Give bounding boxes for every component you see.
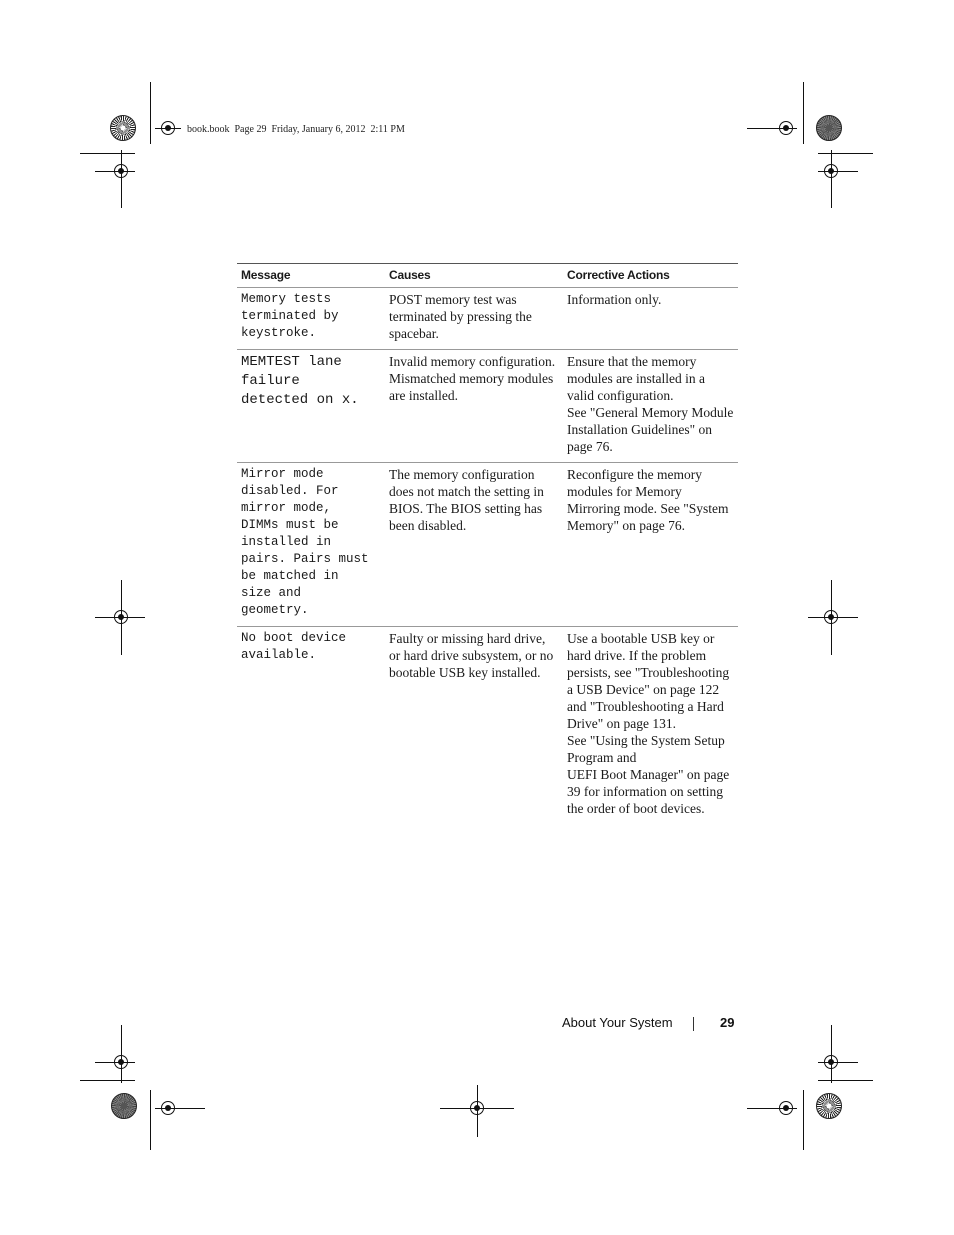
print-header: book.book Page 29 Friday, January 6, 2012 2:11 PM — [187, 124, 405, 135]
registration-target-icon — [824, 164, 838, 178]
color-rosette-icon — [816, 115, 842, 141]
message-cell — [237, 627, 385, 825]
causes-text: Invalid memory configuration. Mismatched memory modules are installed. — [389, 354, 556, 403]
column-header-causes: Causes — [385, 264, 563, 288]
message-text: Memory tests terminated by keystroke. — [241, 292, 339, 340]
causes-cell — [385, 350, 563, 463]
actions-cell — [563, 463, 738, 627]
message-text: No boot device available. — [241, 631, 347, 662]
registration-target-icon — [824, 610, 838, 624]
causes-text: POST memory test was terminated by pressing the spacebar. — [389, 292, 532, 341]
message-cell — [237, 288, 385, 350]
color-rosette-icon — [111, 1093, 137, 1119]
actions-text: See "Using the System Setup Program and — [567, 733, 725, 765]
actions-text: See "General Memory Module — [567, 405, 734, 420]
message-text: MEMTEST lane failure detected on x. — [241, 354, 359, 408]
color-rosette-icon — [110, 115, 136, 141]
registration-target-icon — [114, 610, 128, 624]
message-cell — [237, 463, 385, 627]
footer-separator — [693, 1017, 694, 1031]
actions-text: Use a bootable USB key or hard drive. If the problem persists, see "Troubleshooting a USB Device" on page 122 and "Troubleshooting a Hard Drive" on page 131. — [567, 631, 730, 731]
actions-cell — [563, 288, 738, 350]
registration-target-icon — [824, 1055, 838, 1069]
footer-section-title: About Your System — [562, 1015, 673, 1030]
registration-target-icon — [161, 121, 175, 135]
registration-target-icon — [470, 1101, 484, 1115]
registration-target-icon — [161, 1101, 175, 1115]
table-header-row — [237, 264, 738, 288]
causes-text: The memory configuration does not match the setting in BIOS. The BIOS setting has been disabled. — [389, 467, 544, 533]
causes-cell — [385, 627, 563, 825]
actions-text: Reconfigure the memory modules for Memory Mirroring mode. See "System Memory" on page 76. — [567, 467, 729, 533]
table-row — [237, 288, 738, 350]
registration-target-icon — [779, 1101, 793, 1115]
table-row — [237, 350, 738, 463]
actions-text: Information only. — [567, 292, 662, 307]
table-row — [237, 627, 738, 825]
registration-target-icon — [779, 121, 793, 135]
actions-cell — [563, 627, 738, 825]
message-text: Mirror mode disabled. For mirror mode, DIMMs must be installed in pairs. Pairs must be matched in size and geometry. — [241, 467, 369, 617]
actions-cell — [563, 350, 738, 463]
actions-text: Installation Guidelines" on page 76. — [567, 422, 712, 454]
error-message-table — [237, 263, 738, 824]
actions-text: UEFI Boot Manager" on page 39 for information on setting the order of boot devices. — [567, 767, 730, 816]
column-header-message: Message — [237, 264, 385, 288]
registration-target-icon — [114, 1055, 128, 1069]
column-header-corrective-actions: Corrective Actions — [563, 264, 738, 288]
causes-cell — [385, 463, 563, 627]
color-rosette-icon — [816, 1093, 842, 1119]
actions-text: Ensure that the memory modules are installed in a valid configuration. — [567, 354, 705, 403]
message-cell — [237, 350, 385, 463]
registration-target-icon — [114, 164, 128, 178]
causes-text: Faulty or missing hard drive, or hard drive subsystem, or no bootable USB key installed. — [389, 631, 554, 680]
causes-cell — [385, 288, 563, 350]
table-row — [237, 463, 738, 627]
page-number: 29 — [720, 1015, 735, 1030]
